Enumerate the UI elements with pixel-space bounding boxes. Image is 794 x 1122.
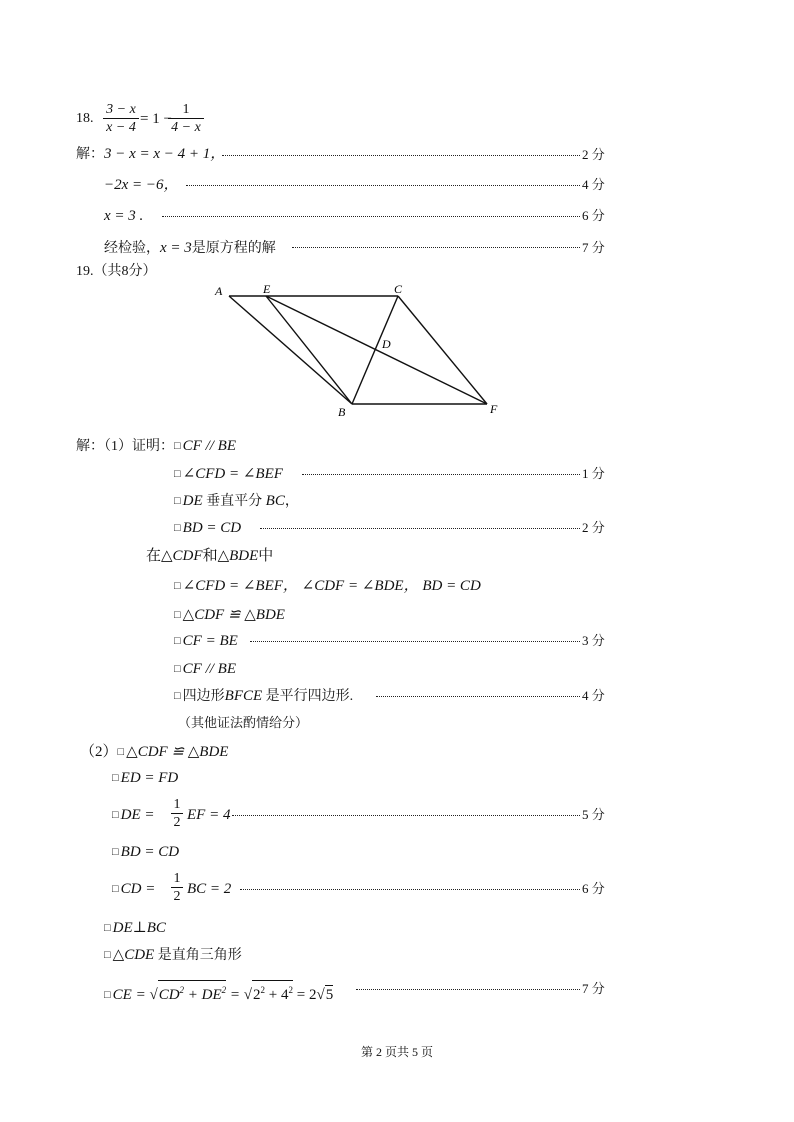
proof-line-10: □ 四边形BFCE 是平行四边形. <box>174 688 354 704</box>
part-2-line-8: □ CE = $√CD^2 + DE^2 = √2^2 + 4^2 = 2√5$ <box>104 980 333 1004</box>
proof-line-4: □ BD = CD <box>174 520 242 536</box>
proof-line-9: □ CF // BE <box>174 661 236 677</box>
label-e: E <box>263 282 271 296</box>
proof-line-5: 在△CDF和△BDE中 <box>146 548 274 564</box>
fraction-1-numerator: 3 − x <box>103 101 139 119</box>
proof-line-8: □ CF = BE <box>174 633 238 649</box>
parallelogram-figure <box>200 280 520 420</box>
equation-fraction-2 <box>168 101 204 136</box>
part-2-line-6: □ DE⊥BC <box>104 920 166 936</box>
question-19-number: 19.（共8分） <box>76 264 157 279</box>
score-leader <box>232 815 580 816</box>
score-leader <box>376 696 580 697</box>
alternate-proof-note: （其他证法酌情给分） <box>178 715 309 730</box>
segment-eb <box>266 296 352 404</box>
fraction-2-numerator: 1 <box>168 101 204 119</box>
proof-line-2-score: 1 分 <box>582 466 605 481</box>
proof-line-1: □ CF // BE <box>174 438 236 454</box>
part-2-line-3-prefix: □ DE = <box>112 807 155 823</box>
label-f: F <box>490 402 498 416</box>
equation-fraction-1 <box>103 101 139 136</box>
segment-cf <box>398 296 487 404</box>
part-2-line-5-score: 6 分 <box>582 881 605 896</box>
score-leader <box>260 528 580 529</box>
label-a: A <box>215 284 223 298</box>
step-3: x = 3 . <box>104 208 144 224</box>
part-2-line-1: （2）□ △CDF ≌ △BDE <box>80 744 229 760</box>
proof-line-10-score: 4 分 <box>582 688 605 703</box>
part-2-line-7: □ △CDE 是直角三角形 <box>104 947 242 963</box>
segment-ab <box>229 296 352 404</box>
part-2-line-5-suffix: BC = 2 <box>187 881 232 897</box>
segment-cb <box>352 296 398 404</box>
check-math: x = 3 <box>160 240 192 256</box>
score-leader <box>302 474 580 475</box>
fraction-2-denominator: 4 − x <box>171 120 201 135</box>
label-d: D <box>382 337 391 351</box>
fraction-1-denominator: x − 4 <box>106 120 136 135</box>
score-leader <box>250 641 580 642</box>
part-2-line-3-score: 5 分 <box>582 807 605 822</box>
check-prefix: 经检验， <box>104 241 160 256</box>
label-b: B <box>338 405 346 419</box>
fraction-one-half: $\frac{1}{2}$ <box>171 796 183 831</box>
score-leader <box>292 247 580 248</box>
part-2-line-8-score: 7 分 <box>582 981 605 996</box>
step-2-score: 4 分 <box>582 177 605 192</box>
proof-line-3: □ DE 垂直平分 BC， <box>174 493 299 509</box>
check-score: 7 分 <box>582 240 605 255</box>
proof-line-4-score: 2 分 <box>582 520 605 535</box>
page-footer: 第 2 页共 5 页 <box>360 1045 433 1059</box>
part-2-line-2: □ ED = FD <box>112 770 179 786</box>
step-1: 3 − x = x − 4 + 1， <box>104 146 226 162</box>
check-line <box>104 239 276 258</box>
score-leader <box>222 155 580 156</box>
fraction-one-half: $\frac{1}{2}$ <box>171 870 183 905</box>
score-leader <box>356 989 580 990</box>
equation-middle: = 1 − <box>140 111 172 127</box>
label-c: C <box>394 282 403 296</box>
score-leader <box>186 185 580 186</box>
part-2-label: （2） <box>80 744 118 760</box>
part-2-line-5-prefix: □ CD = <box>112 881 156 897</box>
question-18-number: 18. <box>76 111 94 126</box>
part-2-line-4: □ BD = CD <box>112 844 180 860</box>
part-1-label: 解：（1）证明： <box>76 439 174 454</box>
proof-line-7: □ △CDF ≌ △BDE <box>174 607 285 623</box>
part-2-line-3-suffix: EF = 4 <box>187 807 231 823</box>
proof-line-2: □ ∠CFD = ∠BEF <box>174 466 283 482</box>
segment-ef <box>266 296 487 404</box>
step-3-score: 6 分 <box>582 208 605 223</box>
proof-line-6: □ ∠CFD = ∠BEF， ∠CDF = ∠BDE， BD = CD <box>174 578 481 594</box>
step-2: −2x = −6， <box>104 177 179 193</box>
check-suffix: 是原方程的解 <box>191 241 276 256</box>
proof-line-8-score: 3 分 <box>582 633 605 648</box>
score-leader <box>240 889 580 890</box>
step-1-score: 2 分 <box>582 147 605 162</box>
score-leader <box>162 216 580 217</box>
solution-label: 解： <box>76 147 104 162</box>
